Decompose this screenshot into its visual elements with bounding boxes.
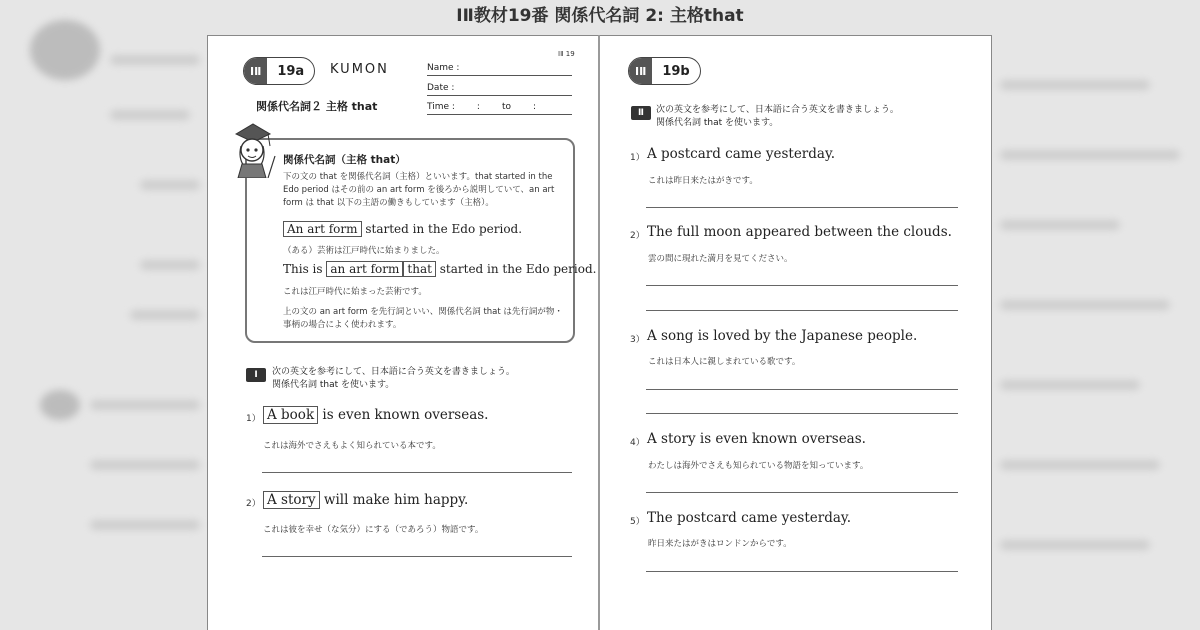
lesson-title: 関係代名詞２ 主格 that (256, 100, 378, 113)
question-number: 5） (630, 517, 645, 527)
question-number: 4） (630, 438, 645, 448)
section-badge: Ⅱ (631, 106, 651, 120)
time-to-label: to (501, 102, 512, 112)
answer-line[interactable] (646, 207, 958, 208)
question-translation: これは海外でさえもよく知られている本です。 (263, 441, 441, 451)
explanation-paragraph: 下の文の that を関係代名詞（主格）といいます。that started in the Edo period はその前の an art form を後ろから説明していて、an art form は that 以下の主語の働きもしています（主格）。 (283, 172, 555, 208)
example-prefix: This is (283, 262, 323, 276)
section-instruction (272, 366, 515, 392)
answer-line[interactable] (646, 571, 958, 572)
question-number: 1） (246, 414, 261, 424)
question-translation: わたしは海外でさえも知られている物語を知っています。 (648, 461, 869, 471)
question-translation: これは日本人に親しまれている歌です。 (648, 357, 801, 367)
name-field[interactable] (427, 62, 572, 76)
level-label: ⅠⅡ (629, 58, 652, 84)
answer-line[interactable] (262, 556, 572, 557)
teacher-mascot-icon (228, 120, 278, 178)
example-translation: これは江戸時代に始まった芸術です。 (283, 287, 427, 297)
time-separator: : (533, 102, 537, 112)
question-sentence (263, 492, 468, 508)
date-label: Date : (427, 83, 455, 93)
question-number: 2） (246, 499, 261, 509)
question-sentence: A postcard came yesterday. (647, 146, 836, 162)
example-rest: started in the Edo period. (439, 262, 597, 276)
level-badge-right (628, 57, 701, 85)
question-number: 3） (630, 335, 645, 345)
time-separator: : (476, 102, 480, 112)
time-label: Time : (427, 102, 455, 112)
page-number: 19a (277, 63, 305, 79)
page-marker: ⅠⅡ 19 (558, 50, 575, 58)
boxed-phrase: A book (263, 406, 318, 424)
boxed-relative-pronoun: that (403, 261, 436, 277)
question-sentence: The postcard came yesterday. (647, 510, 852, 526)
question-sentence: The full moon appeared between the clouds. (647, 224, 952, 240)
question-rest: is even known overseas. (322, 407, 489, 423)
question-sentence (263, 407, 488, 423)
boxed-phrase: An art form (283, 221, 362, 237)
boxed-phrase: A story (263, 491, 320, 509)
question-number: 2） (630, 231, 645, 241)
name-label: Name : (427, 63, 460, 73)
explanation-paragraph: 上の文の an art form を先行詞といい、関係代名詞 that は先行詞が物・事柄の場合によく使われます。 (283, 307, 563, 330)
question-sentence: A story is even known overseas. (647, 431, 866, 447)
kumon-logo: KUMON (330, 62, 389, 77)
level-badge-left (243, 57, 315, 85)
instruction-line: 次の英文を参考にして、日本語に合う英文を書きましょう。 (272, 367, 515, 377)
page-divider (598, 35, 600, 630)
question-number: 1） (630, 153, 645, 163)
question-translation: これは昨日来たはがきです。 (648, 176, 758, 186)
question-sentence: A song is loved by the Japanese people. (647, 328, 918, 344)
boxed-phrase: an art form (326, 261, 403, 277)
explanation-title: 関係代名詞（主格 that） (283, 154, 406, 166)
instruction-line: 次の英文を参考にして、日本語に合う英文を書きましょう。 (656, 105, 899, 115)
explanation-box (245, 138, 597, 343)
page-title: ⅠⅡ教材19番 関係代名詞 2: 主格that (456, 6, 744, 26)
answer-line[interactable] (646, 310, 958, 311)
example-translation: （ある）芸術は江戸時代に始まりました。 (283, 246, 445, 256)
instruction-line: 関係代名詞 that を使います。 (656, 118, 779, 128)
question-translation: 昨日来たはがきはロンドンからです。 (648, 539, 792, 549)
level-label: ⅠⅡ (244, 58, 267, 84)
instruction-line: 関係代名詞 that を使います。 (272, 380, 395, 390)
answer-line[interactable] (646, 285, 958, 286)
answer-line[interactable] (262, 472, 572, 473)
section-badge: Ⅰ (246, 368, 266, 382)
example-rest: started in the Edo period. (365, 222, 523, 236)
page-number: 19b (662, 63, 690, 79)
answer-line[interactable] (646, 389, 958, 390)
answer-line[interactable] (646, 413, 958, 414)
section-instruction (656, 104, 899, 130)
question-translation: 雲の間に現れた満月を見てください。 (648, 254, 793, 264)
example-sentence (283, 222, 522, 236)
date-field[interactable] (427, 82, 572, 96)
question-translation: これは彼を幸せ（な気分）にする（であろう）物語です。 (263, 525, 484, 535)
time-field[interactable] (427, 101, 572, 115)
answer-line[interactable] (646, 492, 958, 493)
question-rest: will make him happy. (323, 492, 469, 508)
example-sentence (283, 262, 596, 276)
